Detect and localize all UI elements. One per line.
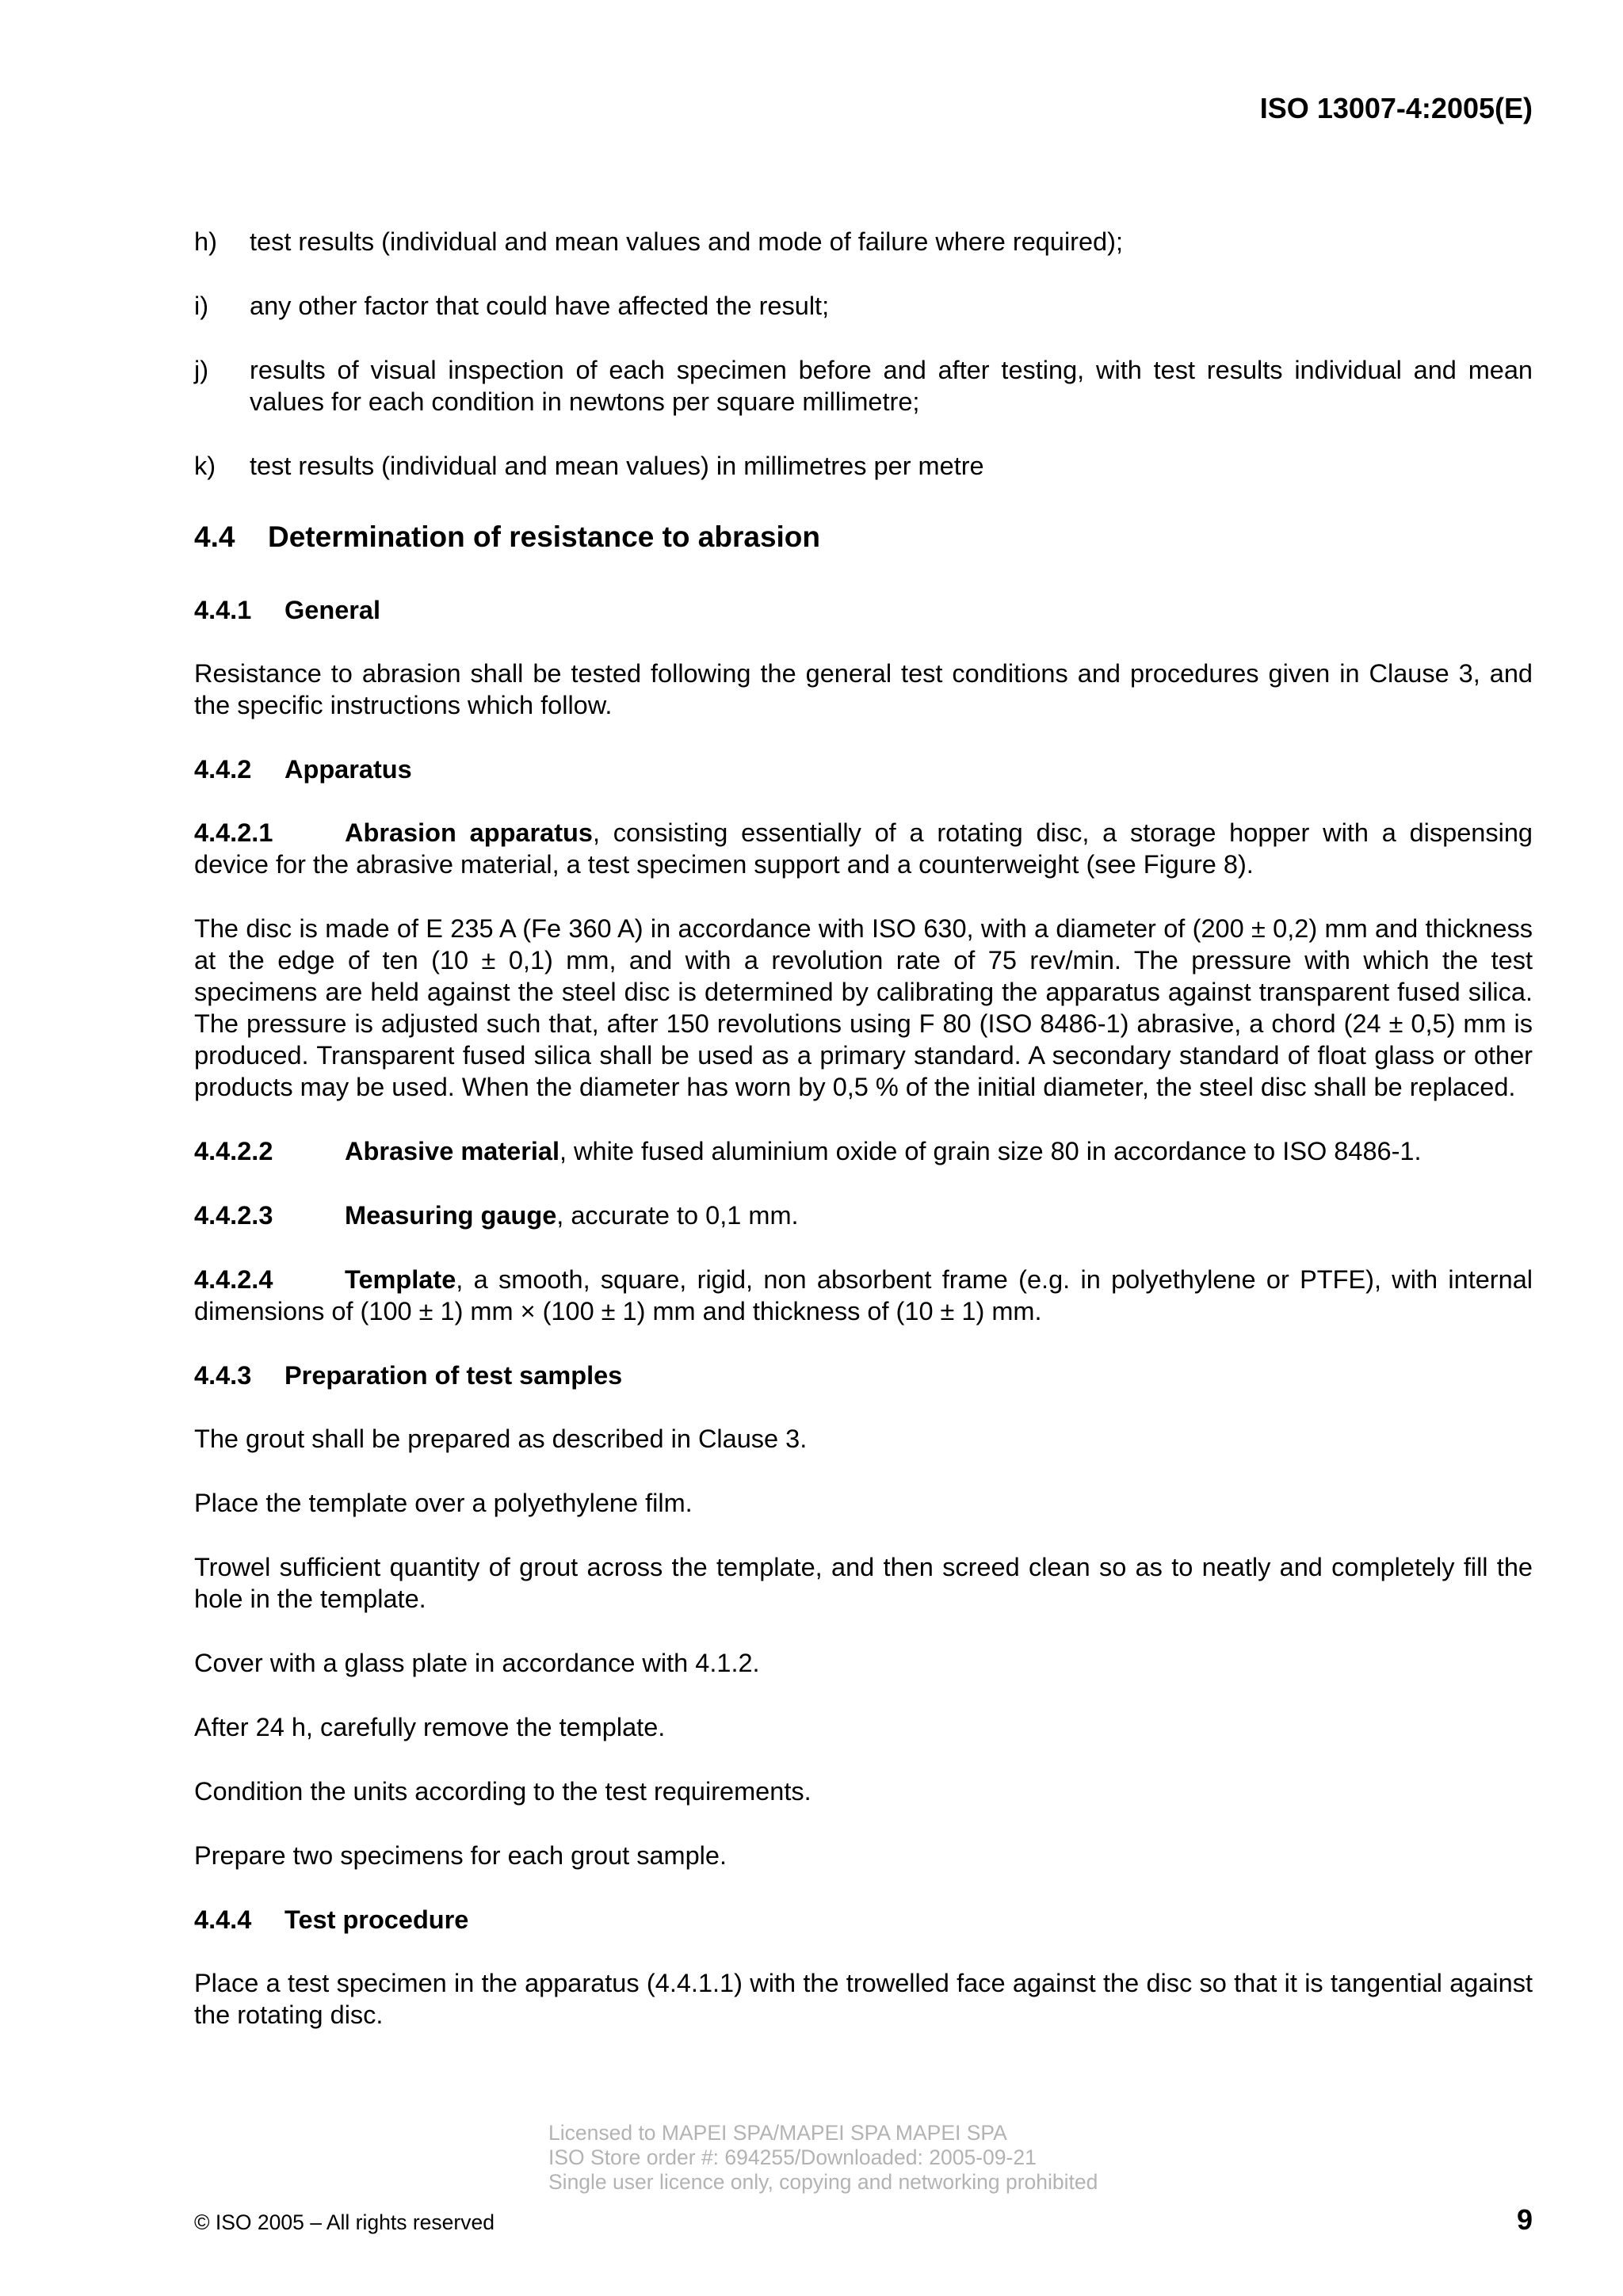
section-title: Test procedure: [285, 1905, 469, 1934]
section-title: Apparatus: [285, 755, 412, 784]
defined-term: Template: [345, 1265, 456, 1294]
list-item-text: any other factor that could have affected the result;: [250, 292, 830, 320]
paragraph: Resistance to abrasion shall be tested following the general test conditions and procedures given in Clause 3, and the specific instructions which follow.: [194, 659, 1533, 719]
paragraph: Cover with a glass plate in accordance with 4.1.2.: [194, 1649, 760, 1677]
list-marker: k): [194, 452, 216, 480]
section-number: 4.4: [194, 521, 235, 553]
clause-number: 4.4.2.1: [194, 818, 273, 847]
license-watermark: [548, 2121, 1098, 2195]
subsection-heading-4-4-3: [194, 1360, 1533, 1391]
defined-term: Measuring gauge: [345, 1201, 557, 1230]
watermark-line: Licensed to MAPEI SPA/MAPEI SPA MAPEI SPA: [548, 2121, 1007, 2145]
paragraph: After 24 h, carefully remove the template.: [194, 1713, 666, 1741]
paragraph: The grout shall be prepared as described in Clause 3.: [194, 1425, 808, 1453]
subsection-heading-4-4-2: [194, 753, 1533, 785]
paragraph: Trowel sufficient quantity of grout across the template, and then screed clean so as to neatly and completely fill the hole in the template.: [194, 1553, 1533, 1613]
definition-4-4-2-2: [194, 1135, 1533, 1167]
list-item: [194, 450, 1533, 482]
section-title: General: [285, 596, 381, 624]
defined-term: Abrasive material: [345, 1137, 559, 1165]
list-marker: j): [194, 356, 209, 384]
definition-text: , accurate to 0,1 mm.: [556, 1201, 799, 1230]
list-item: [194, 354, 1533, 418]
document-body: [194, 226, 1533, 2063]
paragraph: Place a test specimen in the apparatus (4.4.1.1) with the trowelled face against the disc so that it is tangential against the rotating disc.: [194, 1969, 1533, 2029]
subsection-heading-4-4-4: [194, 1904, 1533, 1936]
paragraph: The disc is made of E 235 A (Fe 360 A) in accordance with ISO 630, with a diameter of (200 ± 0,2) mm and thickness at the edge of ten (10 ± 0,1) mm, and with a revolution rate of 75 rev/min. The pressure with which the test specimens are held against the steel disc is determined by calibrating the apparatus against transparent fused silica. The pressure is adjusted such that, after 150 revolutions using F 80 (ISO 8486-1) abrasive, a chord (24 ± 0,5) mm is produced. Transparent fused silica shall be used as a primary standard. A secondary standard of float glass or other products may be used. When the diameter has worn by 0,5 % of the initial diameter, the steel disc shall be replaced.: [194, 914, 1533, 1101]
section-number: 4.4.4: [194, 1905, 252, 1934]
paragraph: Prepare two specimens for each grout sample.: [194, 1841, 727, 1870]
definition-text: , consisting essentially of a rotating disc, a storage hopper with a dispensing device for the abrasive material, a test specimen support and a counterweight (see Figure 8).: [194, 818, 1533, 879]
paragraph: Place the template over a polyethylene film.: [194, 1489, 693, 1517]
page-number: 9: [1516, 2203, 1533, 2236]
definition-text: , a smooth, square, rigid, non absorbent frame (e.g. in polyethylene or PTFE), with internal dimensions of (100 ± 1) mm × (100 ± 1) mm and thickness of (10 ± 1) mm.: [194, 1265, 1533, 1325]
section-number: 4.4.1: [194, 596, 252, 624]
list-item: [194, 290, 1533, 322]
footer-copyright: © ISO 2005 – All rights reserved: [194, 2210, 495, 2234]
paragraph: Condition the units according to the test requirements.: [194, 1777, 812, 1806]
clause-number: 4.4.2.4: [194, 1265, 273, 1294]
defined-term: Abrasion apparatus: [345, 818, 593, 847]
definition-text: , white fused aluminium oxide of grain size 80 in accordance to ISO 8486-1.: [559, 1137, 1422, 1165]
subsection-heading-4-4-1: [194, 594, 1533, 626]
list-item-text: test results (individual and mean values) in millimetres per metre: [250, 452, 984, 480]
list-item-text: test results (individual and mean values and mode of failure where required);: [250, 227, 1123, 256]
section-title: Preparation of test samples: [285, 1361, 623, 1390]
section-title: Determination of resistance to abrasion: [268, 521, 821, 553]
watermark-line: Single user licence only, copying and networking prohibited: [548, 2170, 1098, 2194]
watermark-line: ISO Store order #: 694255/Downloaded: 2005-09-21: [548, 2145, 1037, 2169]
list-item: [194, 226, 1533, 257]
section-heading-4-4: [194, 520, 1533, 555]
section-number: 4.4.2: [194, 755, 252, 784]
section-number: 4.4.3: [194, 1361, 252, 1390]
list-marker: i): [194, 292, 209, 320]
clause-number: 4.4.2.3: [194, 1201, 273, 1230]
definition-4-4-2-3: [194, 1199, 1533, 1231]
clause-number: 4.4.2.2: [194, 1137, 273, 1165]
definition-4-4-2-1: [194, 817, 1533, 880]
list-item-text: results of visual inspection of each specimen before and after testing, with test results individual and mean values for each condition in newtons per square millimetre;: [250, 356, 1533, 416]
list-marker: h): [194, 227, 217, 256]
definition-4-4-2-4: [194, 1264, 1533, 1327]
page-header-reference: ISO 13007-4:2005(E): [1259, 92, 1533, 124]
